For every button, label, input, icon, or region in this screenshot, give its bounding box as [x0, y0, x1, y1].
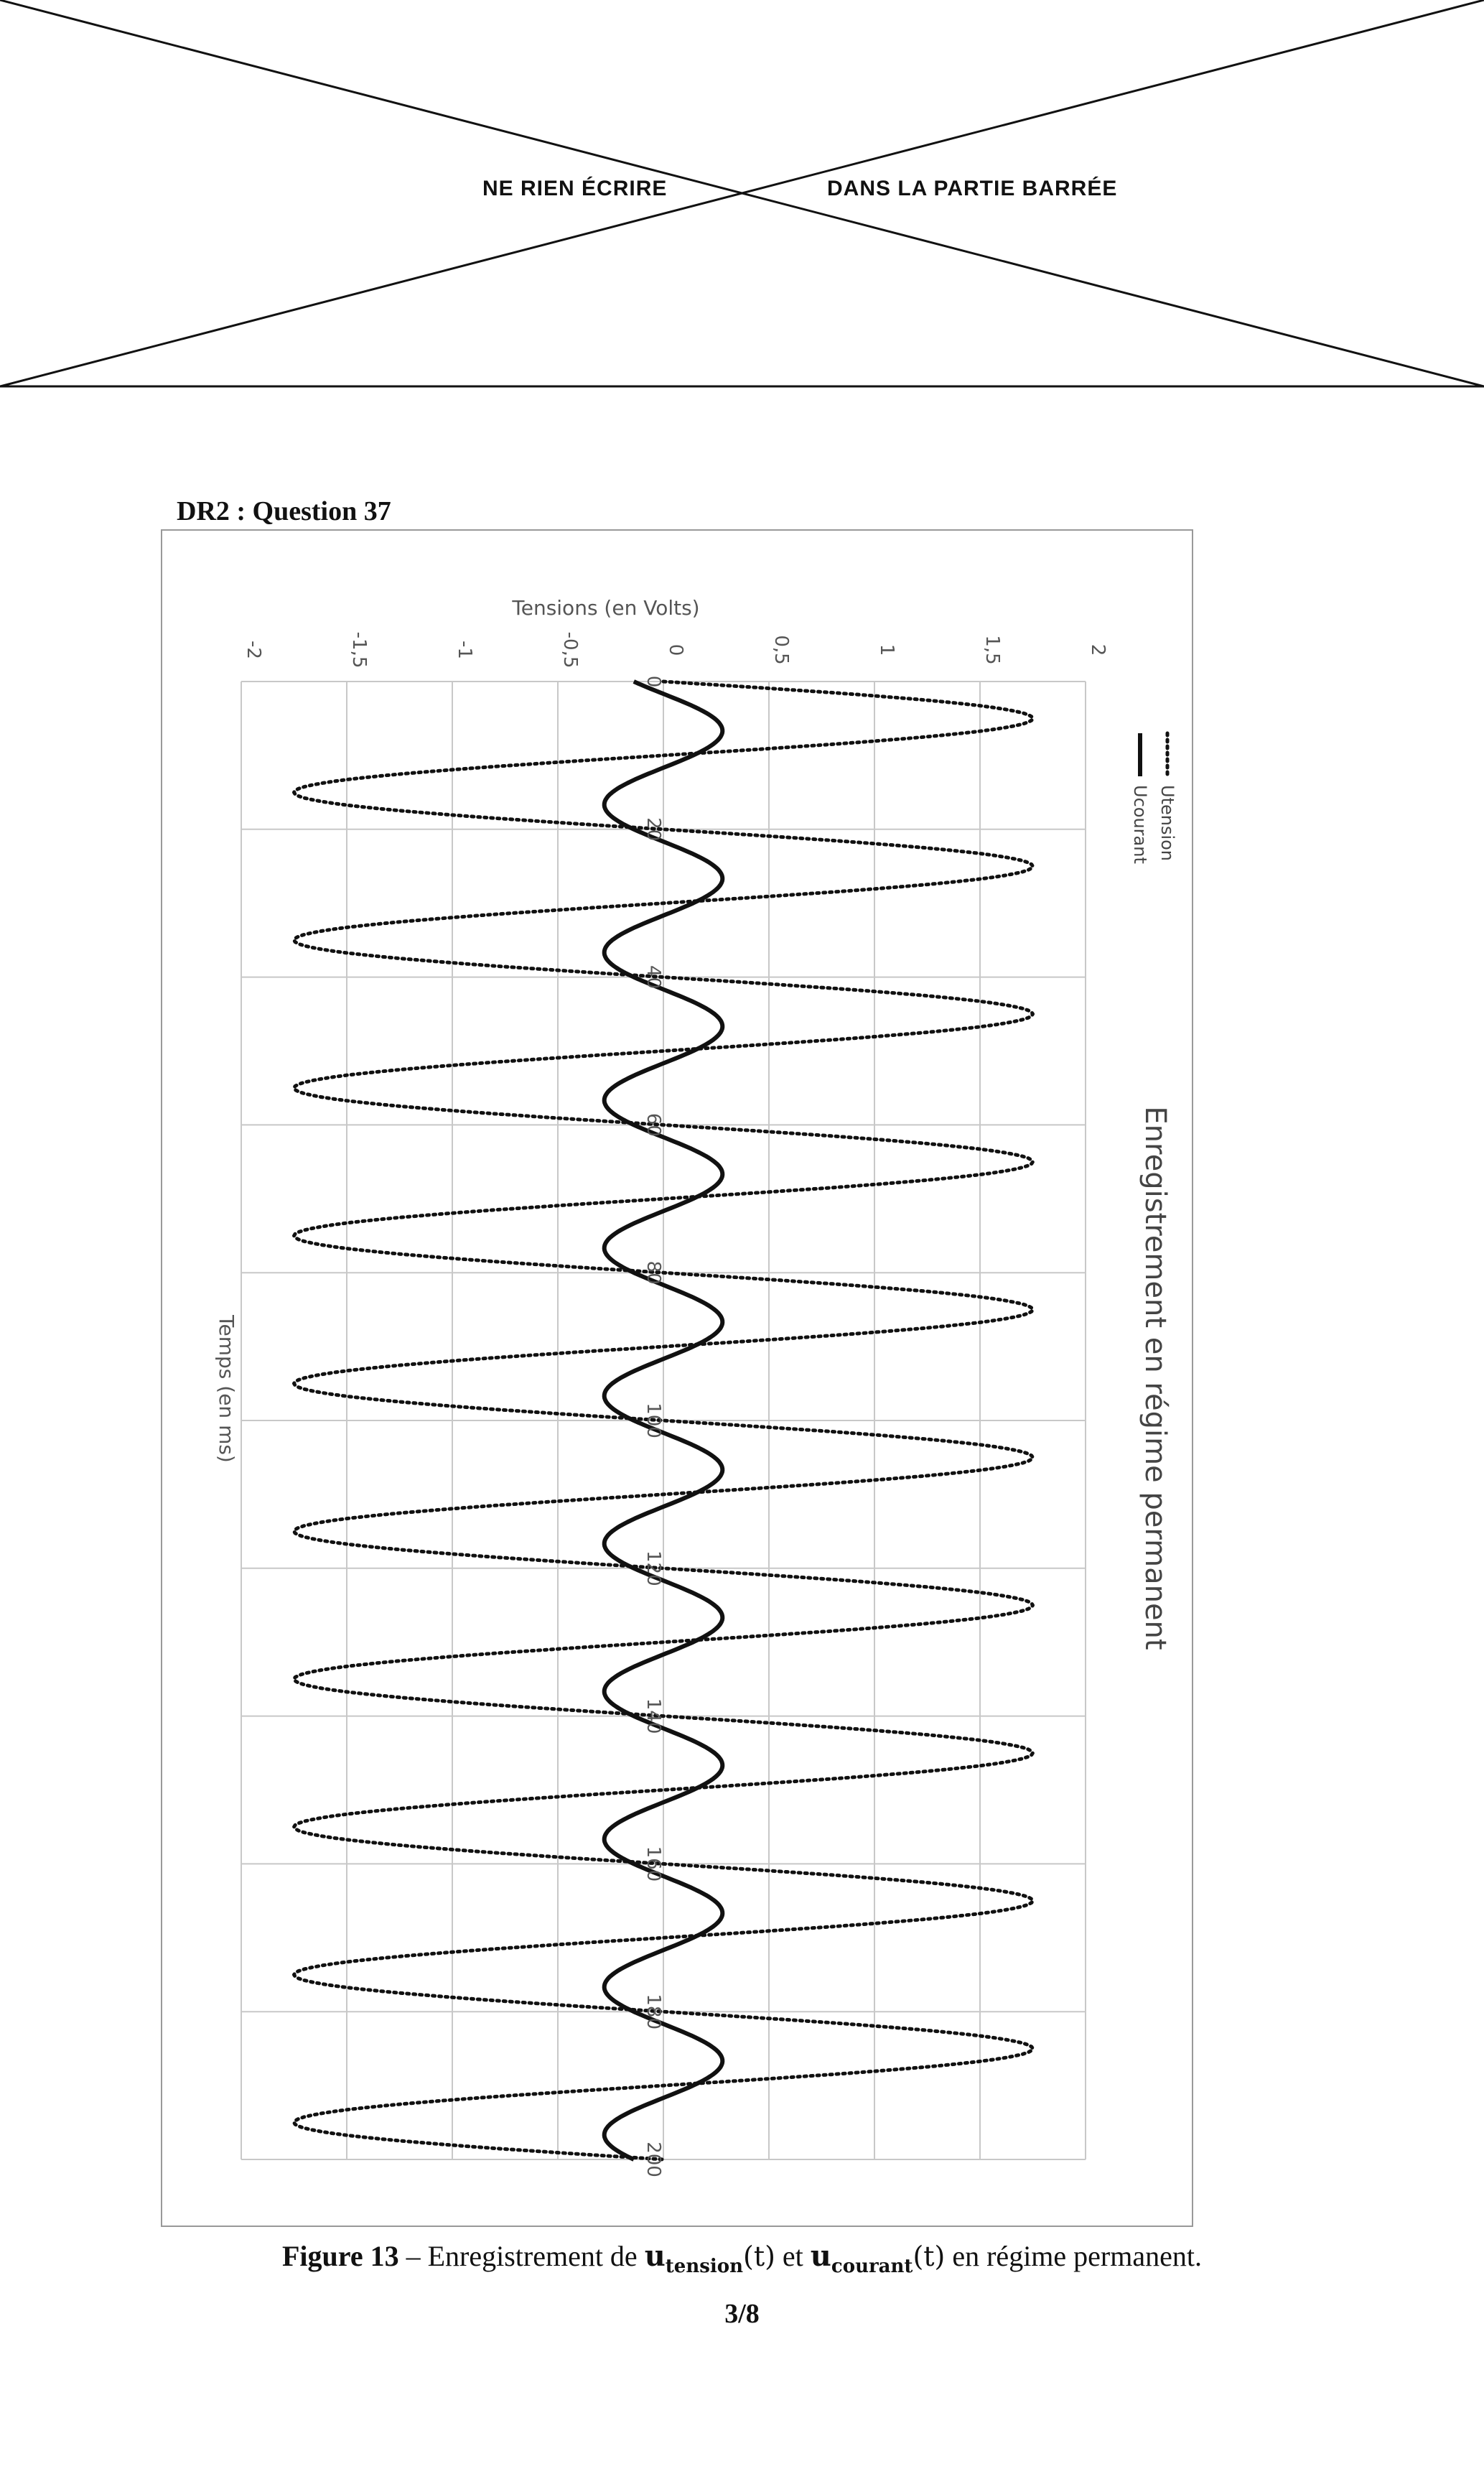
caption-text-3: en régime permanent.	[945, 2240, 1202, 2272]
caption-u2: u	[810, 2239, 831, 2273]
caption-text-1: – Enregistrement de	[398, 2240, 645, 2272]
caption-arg-1: (t)	[743, 2241, 775, 2272]
caption-u-tension	[644, 2239, 743, 2277]
chart-title: Enregistrement en régime permanent	[1139, 1106, 1172, 1650]
voltage-tick-label: 2	[1087, 643, 1109, 656]
figure-caption	[0, 2239, 1484, 2277]
crossed-out-banner	[0, 0, 1484, 402]
chart	[162, 531, 1192, 2226]
caption-arg-2: (t)	[913, 2241, 946, 2272]
banner-right-text: DANS LA PARTIE BARRÉE	[827, 177, 1118, 200]
legend-label-utension: Utension	[1157, 785, 1177, 862]
voltage-tick-label: -1	[454, 641, 475, 659]
chart-frame	[161, 529, 1193, 2227]
voltage-tick-label: 1,5	[981, 635, 1003, 665]
time-tick-label: 20	[643, 817, 664, 842]
voltage-tick-label: -1,5	[348, 631, 370, 669]
legend-label-ucourant: Ucourant	[1130, 785, 1150, 864]
time-tick-label: 140	[643, 1698, 664, 1734]
voltage-tick-label: 1	[876, 643, 897, 656]
figure-label: Figure 13	[282, 2240, 399, 2272]
caption-u2-sub: courant	[831, 2256, 913, 2277]
caption-u-courant	[810, 2239, 913, 2277]
voltage-axis-title: Tensions (en Volts)	[512, 596, 700, 620]
time-tick-label: 40	[643, 965, 664, 990]
time-tick-label: 120	[643, 1550, 664, 1586]
page-number: 3/8	[724, 2299, 760, 2329]
section-title: DR2 : Question 37	[177, 496, 391, 526]
banner-left-text: NE RIEN ÉCRIRE	[482, 177, 668, 200]
caption-text-2: et	[775, 2240, 811, 2272]
voltage-tick-label: -2	[243, 641, 264, 659]
caption-u1: u	[644, 2239, 666, 2273]
voltage-tick-label: 0,5	[770, 635, 792, 665]
voltage-tick-label: 0	[665, 643, 686, 656]
time-tick-label: 180	[643, 1994, 664, 2030]
time-tick-label: 200	[643, 2142, 664, 2177]
voltage-tick-label: -0,5	[559, 631, 581, 669]
caption-u1-sub: tension	[665, 2256, 743, 2277]
time-axis-title: Temps (en ms)	[215, 1315, 238, 1463]
time-tick-label: 100	[643, 1403, 664, 1438]
time-tick-label: 160	[643, 1846, 664, 1882]
time-tick-label: 60	[643, 1112, 664, 1137]
time-tick-label: 0	[643, 675, 664, 688]
chart-text	[215, 596, 1177, 2177]
time-tick-label: 80	[643, 1260, 664, 1285]
